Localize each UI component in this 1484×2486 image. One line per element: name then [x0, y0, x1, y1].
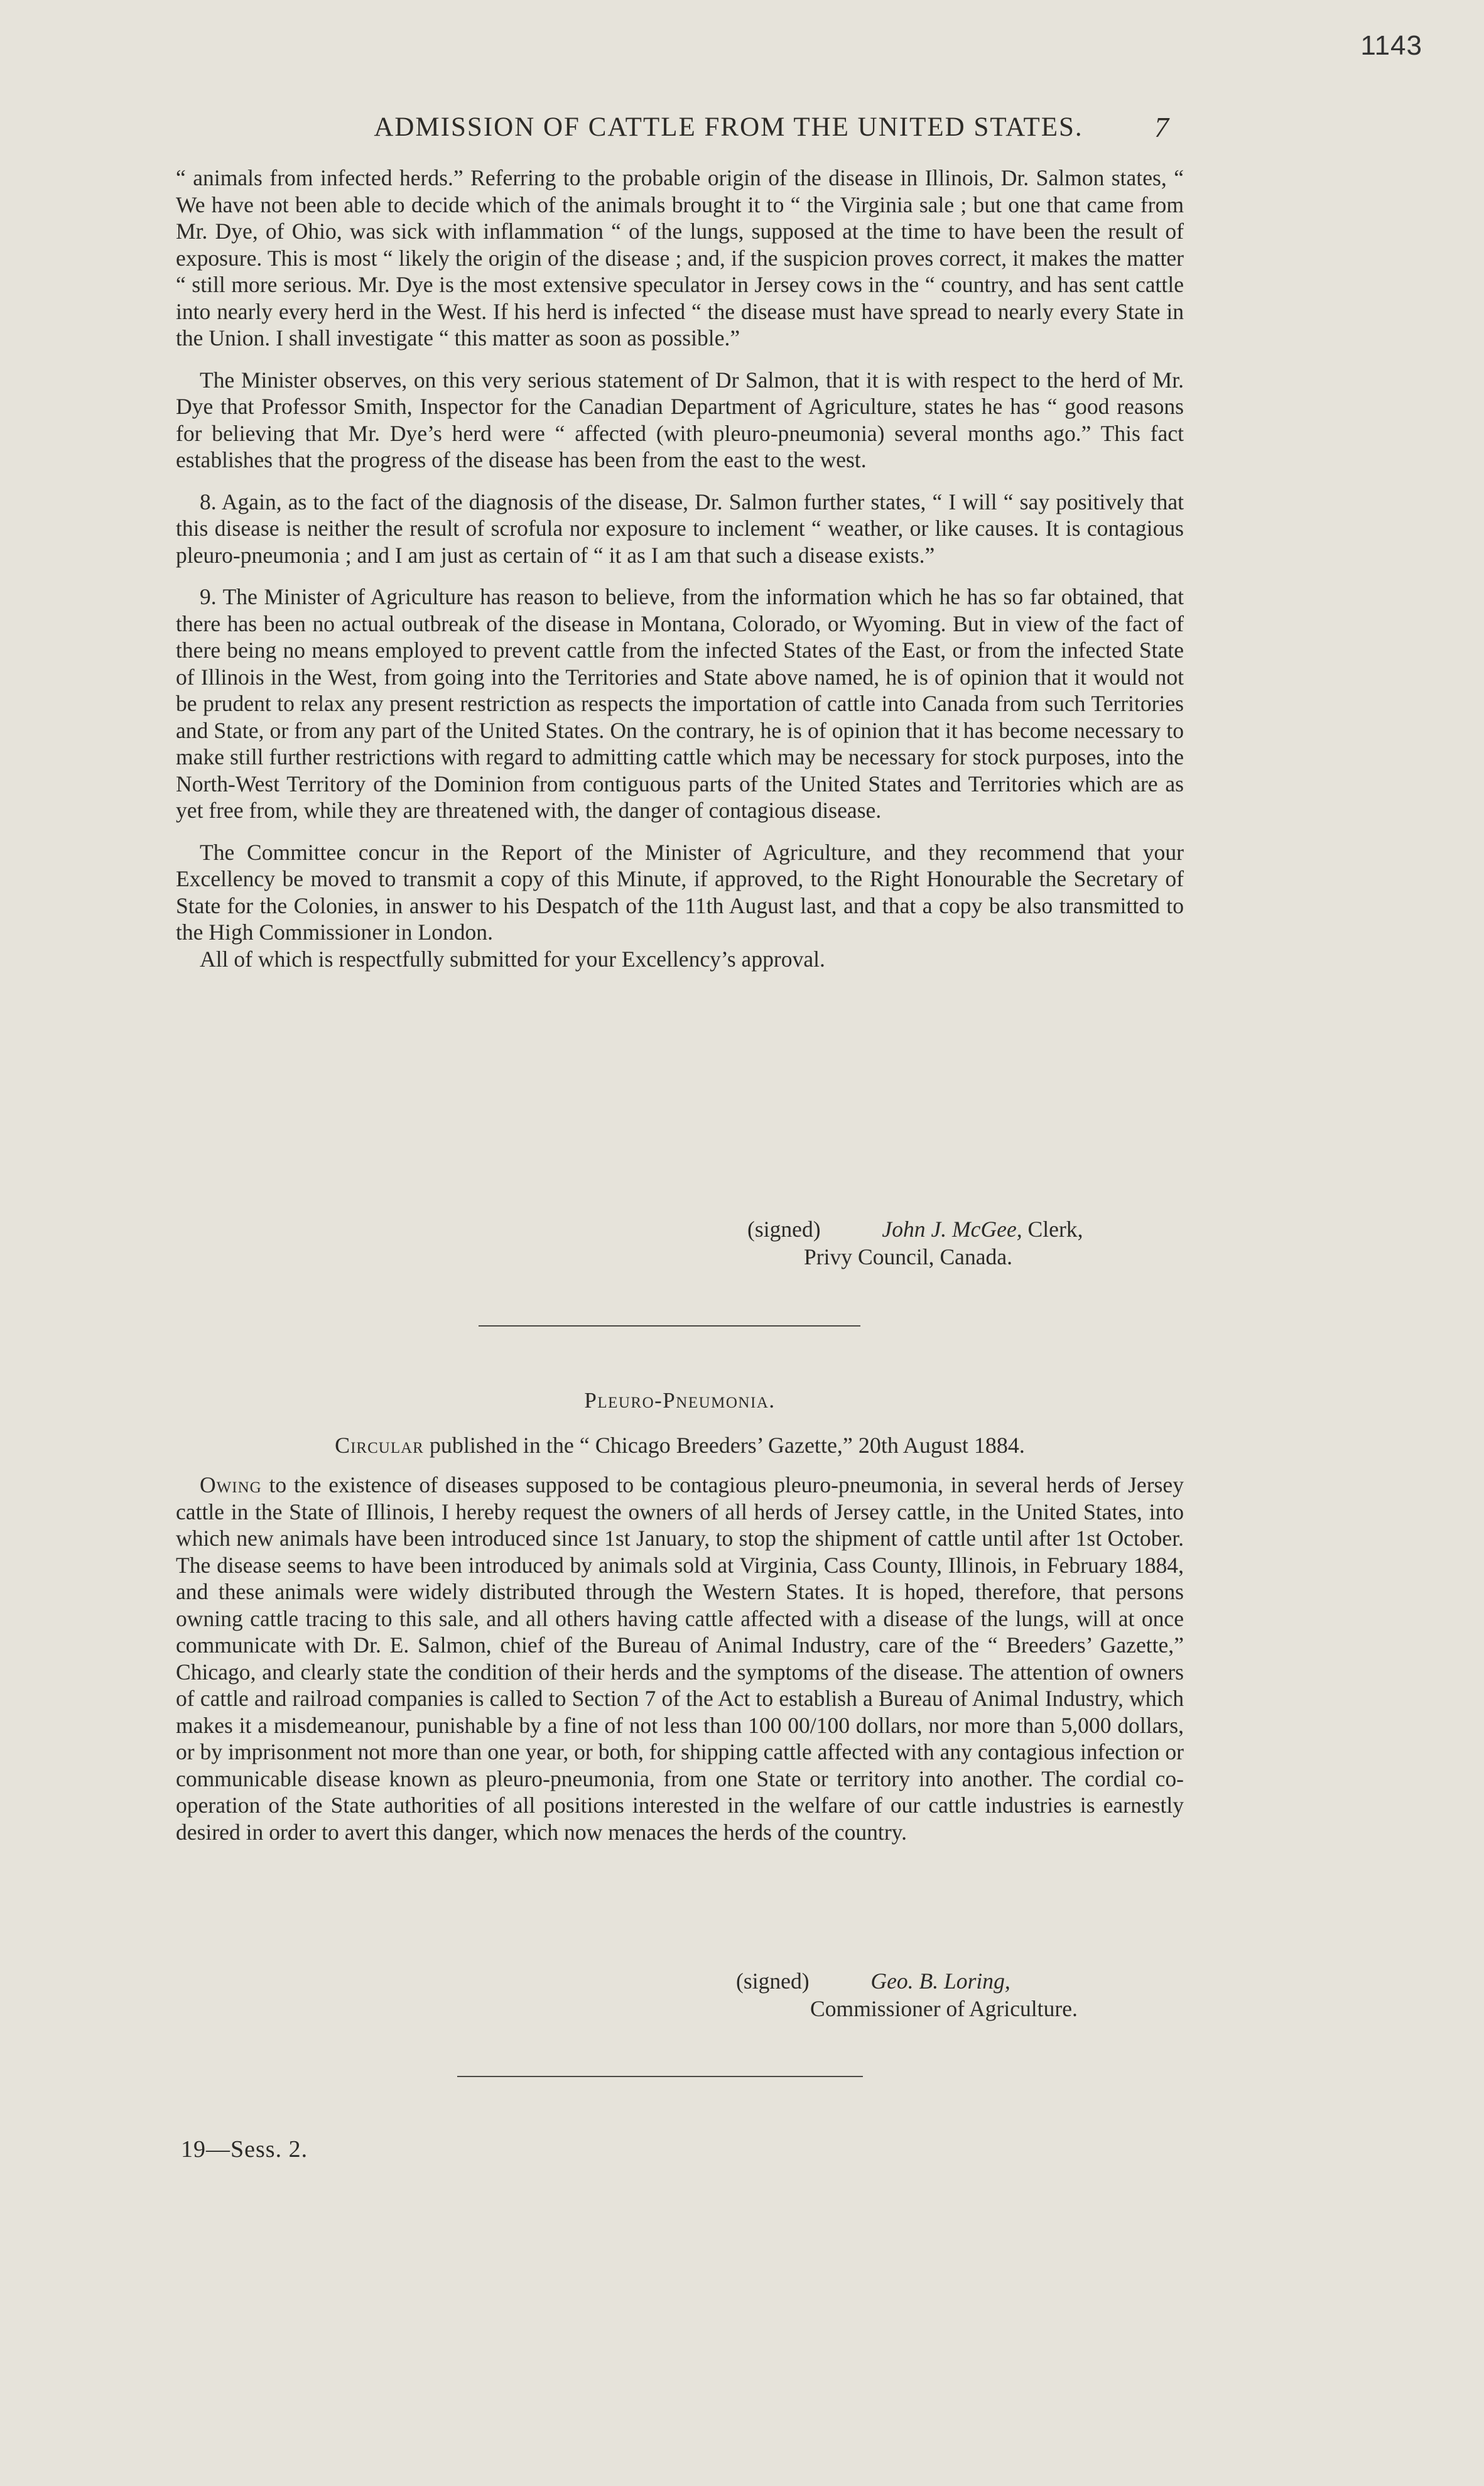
running-head: ADMISSION OF CATTLE FROM THE UNITED STATES. — [374, 112, 1083, 142]
circular-source: published in the “ Chicago Breeders’ Gazette,” 20th August 1884. — [423, 1433, 1025, 1458]
folio: 7 — [1154, 111, 1169, 143]
minister-observes-paragraph: The Minister observes, on this very serious statement of Dr Salmon, that it is with respect to the herd of Mr. Dye that Professor Smith, Inspector for the Canadian Department of Agriculture, states he has “ good reasons for believing that Mr. Dye’s herd were “ affected (with pleuro-pneumonia) several months ago.” This fact establishes that the progress of the disease has been from the east to the west. — [176, 367, 1184, 472]
sessional-paper-note: 19—Sess. 2. — [181, 2136, 308, 2163]
circular-body-text: to the existence of diseases supposed to be contagious pleuro-pneumonia, in several herds of Jersey cattle in the State of Illinois, I hereby request the owners of all herds of Jersey cattle, in the United States, into which new animals have been introduced since 1st January, to stop the shipment of cattle until after 1st October. The disease seems to have been introduced by animals sold at Virginia, Cass County, Illinois, in February 1884, and these animals were widely distributed through the Western States. It is hoped, therefore, that persons owning cattle tracing to this sale, and all others having cattle affected with a disease of the lungs, will at once communicate with Dr. E. Salmon, chief of the Bureau of Animal Industry, care of the “ Breeders’ Gazette,” Chicago, and clearly state the condition of their herds and the symptoms of the disease. The attention of owners of cattle and railroad companies is called to Section 7 of the Act to establish a Bureau of Animal Industry, which makes it a misdemeanour, punishable by a fine of not less than 100 00/100 dollars, nor more than 5,000 dollars, or by imprisonment not more than one year, or both, for shipping cattle affected with any contagious infection or communicable disease known as pleuro-pneumonia, from one State or territory into another. The cordial co-operation of the State authorities of all positions interested in the welfare of our cattle industries is earnestly desired in order to avert this danger, which now menaces the herds of the country. — [176, 1472, 1184, 1845]
circular-label: Circular — [335, 1433, 424, 1458]
paragraph-9: 9. The Minister of Agriculture has reason to believe, from the information which he has so far obtained, that there has been no actual outbreak of the disease in Montana, Colorado, or Wyoming. But in view of the fact of there being no means employed to prevent cattle from the infected States of the East, or from the infected State of Illinois in the West, from going into the Territories and State above named, he is of opinion that it would not be prudent to relax any present restriction as respects the importation of cattle into Canada from such Territories and State, or from any part of the United States. On the contrary, he is of opinion that it has become necessary to make still further restrictions with regard to admitting cattle which may be necessary for stock purposes, into the North-West Territory of the Dominion from contiguous parts of the United States and Territories which are as yet free from, while they are threatened with, the danger of contagious disease. — [176, 584, 1184, 823]
paragraph-8: 8. Again, as to the fact of the diagnosis of the disease, Dr. Salmon further states, “ I will “ say positively that this disease is neither the result of scrofula nor exposure to inclement “ weather, or like causes. It is contagious pleuro-pneumonia ; and I am just as certain of “ it as I am that such a disease exists.” — [176, 489, 1184, 568]
signatory-title: Clerk, — [1022, 1217, 1083, 1242]
page-number: 1143 — [1360, 30, 1422, 61]
circular-text-block — [176, 1472, 1184, 1845]
quote-continuation-paragraph: “ animals from infected herds.” Referring to the probable origin of the disease in Illinois, Dr. Salmon states, “ We have not been able to decide which of the animals brought it to “ the Virginia sale ; but one that came from Mr. Dye, of Ohio, was sick with inflammation “ of the lungs, supposed at the time to have been the result of exposure. This is most “ likely the origin of the disease ; and, if the suspicion proves correct, it makes the matter “ still more serious. Mr. Dye is the most extensive speculator in Jersey cows in the “ country, and has sent cattle into nearly every herd in the West. If his herd is infected “ the disease must have spread to nearly every State in the Union. I shall investigate “ this matter as soon as possible.” — [176, 165, 1184, 350]
signed-label: (signed) — [736, 1968, 810, 1994]
signature-clerk — [747, 1215, 1083, 1271]
signatory-title: Commissioner of Agriculture. — [810, 1996, 1078, 2021]
upper-text-block — [176, 165, 1184, 972]
circular-body-paragraph — [176, 1472, 1184, 1845]
signatory-name: John J. McGee, — [882, 1217, 1022, 1242]
signatory-name: Geo. B. Loring, — [870, 1968, 1010, 1994]
divider-rule-2 — [457, 2076, 863, 2077]
signature-commissioner — [736, 1967, 1078, 2022]
signatory-body: Privy Council, Canada. — [804, 1244, 1013, 1269]
submitted-line: All of which is respectfully submitted for your Excellency’s approval. — [200, 946, 825, 972]
signed-label: (signed) — [747, 1217, 821, 1242]
committee-concur-paragraph: The Committee concur in the Report of the Minister of Agriculture, and they recommend that your Excellency be moved to transmit a copy of this Minute, if approved, to the Right Honourable the Secretary of State for the Colonies, in answer to his Despatch of the 11th August last, and that a copy be also transmitted to the High Commissioner in London. — [176, 839, 1184, 945]
section-heading: Pleuro-Pneumonia. — [584, 1388, 776, 1413]
circular-line — [176, 1432, 1184, 1458]
divider-rule-1 — [479, 1325, 860, 1327]
circular-lead-word: Owing — [200, 1472, 262, 1497]
